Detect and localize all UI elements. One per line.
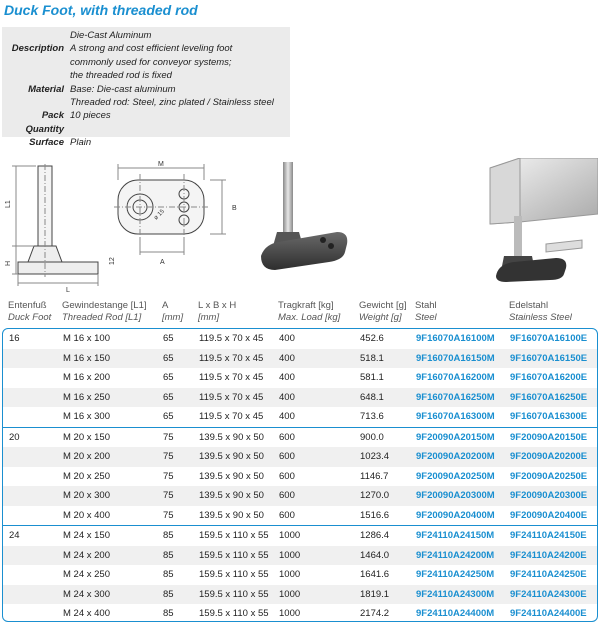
stainless-code-cell: 9F24110A24300E bbox=[510, 588, 587, 600]
steel-code-cell: 9F24110A24250M bbox=[416, 569, 495, 580]
table-row bbox=[3, 368, 597, 388]
col-header-en: Max. Load [kg] bbox=[278, 312, 341, 323]
spec-value: Base: Die-cast aluminum Threaded rod: Steel, zinc plated / Stainless steel bbox=[70, 83, 274, 109]
max-load-cell: 400 bbox=[279, 352, 295, 364]
table-row bbox=[3, 407, 597, 427]
dimensions-cell: 159.5 x 110 x 55 bbox=[199, 608, 269, 619]
spec-label bbox=[2, 29, 70, 42]
max-load-cell: 1000 bbox=[279, 549, 301, 561]
spec-row bbox=[2, 109, 290, 136]
dimensions-cell: 139.5 x 90 x 50 bbox=[199, 470, 264, 482]
max-load-cell: 400 bbox=[279, 333, 295, 344]
col-header-en: Steel bbox=[415, 312, 437, 323]
duck-foot-size-cell: 16 bbox=[9, 333, 20, 344]
weight-cell: 1464.0 bbox=[360, 549, 390, 561]
col-header-de: L x B x H bbox=[198, 300, 237, 311]
dimensions-cell: 119.5 x 70 x 45 bbox=[199, 411, 264, 422]
a-cell: 65 bbox=[163, 333, 174, 344]
duck-foot-size-cell: 20 bbox=[9, 431, 20, 443]
dimensions-cell: 159.5 x 110 x 55 bbox=[199, 549, 269, 561]
spec-value: A strong and cost efficient leveling foot commonly used for conveyor systems; the threaded rod is fixed bbox=[70, 43, 233, 82]
dim-label-l1: L1 bbox=[5, 200, 12, 208]
a-cell: 75 bbox=[163, 431, 174, 443]
max-load-cell: 1000 bbox=[279, 608, 301, 619]
product-photo-foot bbox=[255, 160, 355, 280]
stainless-code-cell: 9F20090A20250E bbox=[510, 470, 588, 482]
table-group bbox=[3, 526, 597, 622]
table-body bbox=[2, 328, 598, 622]
col-header-de: Edelstahl bbox=[509, 300, 549, 311]
rod-cell: M 24 x 150 bbox=[63, 530, 110, 541]
a-cell: 85 bbox=[163, 588, 174, 600]
col-header-threaded-rod bbox=[62, 300, 147, 324]
spec-row bbox=[2, 29, 290, 42]
table-header bbox=[2, 300, 600, 326]
col-header-a bbox=[162, 300, 183, 324]
rod-cell: M 20 x 300 bbox=[63, 490, 110, 501]
weight-cell: 1819.1 bbox=[360, 588, 390, 600]
stainless-code-cell: 9F24110A24250E bbox=[510, 569, 587, 580]
weight-cell: 1641.6 bbox=[360, 569, 390, 580]
rod-cell: M 16 x 200 bbox=[63, 372, 110, 383]
max-load-cell: 400 bbox=[279, 372, 295, 383]
dim-label-l: L bbox=[66, 287, 70, 292]
steel-code-cell: 9F16070A16150M bbox=[416, 352, 495, 364]
col-header-max-load bbox=[278, 300, 340, 324]
col-header-en: Threaded Rod [L1] bbox=[62, 312, 142, 323]
table-group bbox=[3, 329, 597, 428]
stainless-code-cell: 9F20090A20300E bbox=[510, 490, 588, 501]
max-load-cell: 1000 bbox=[279, 569, 301, 580]
dim-label-12-fig bbox=[104, 245, 118, 275]
weight-cell: 452.6 bbox=[360, 333, 384, 344]
table-row bbox=[3, 486, 597, 506]
table-group bbox=[3, 428, 597, 527]
rod-cell: M 24 x 200 bbox=[63, 549, 110, 561]
weight-cell: 713.6 bbox=[360, 411, 384, 422]
dimensions-cell: 139.5 x 90 x 50 bbox=[199, 431, 264, 443]
max-load-cell: 1000 bbox=[279, 588, 301, 600]
dimensions-cell: 159.5 x 110 x 55 bbox=[199, 588, 269, 600]
rod-cell: M 24 x 400 bbox=[63, 608, 110, 619]
dim-label-12: 12 bbox=[109, 257, 116, 265]
spec-label: Pack Quantity bbox=[25, 110, 64, 135]
table-row bbox=[3, 526, 597, 546]
spec-label: Description bbox=[11, 43, 64, 55]
dim-label-a: A bbox=[160, 259, 165, 266]
dimensions-cell: 119.5 x 70 x 45 bbox=[199, 333, 264, 344]
stainless-code-cell: 9F24110A24150E bbox=[510, 530, 587, 541]
a-cell: 65 bbox=[163, 411, 174, 422]
steel-code-cell: 9F24110A24200M bbox=[416, 549, 495, 561]
stainless-code-cell: 9F16070A16200E bbox=[510, 372, 588, 383]
steel-code-cell: 9F16070A16200M bbox=[416, 372, 495, 383]
a-cell: 85 bbox=[163, 530, 174, 541]
dimensions-cell: 139.5 x 90 x 50 bbox=[199, 451, 264, 462]
weight-cell: 581.1 bbox=[360, 372, 384, 383]
rod-cell: M 16 x 300 bbox=[63, 411, 110, 422]
col-header-en: Weight [g] bbox=[359, 312, 402, 323]
max-load-cell: 600 bbox=[279, 490, 295, 501]
max-load-cell: 600 bbox=[279, 470, 295, 482]
a-cell: 85 bbox=[163, 549, 174, 561]
a-cell: 85 bbox=[163, 569, 174, 580]
stainless-code-cell: 9F16070A16250E bbox=[510, 391, 588, 403]
table-row bbox=[3, 428, 597, 448]
col-header-weight bbox=[359, 300, 407, 324]
dimensions-cell: 119.5 x 70 x 45 bbox=[199, 391, 264, 403]
rod-cell: M 24 x 300 bbox=[63, 588, 110, 600]
a-cell: 65 bbox=[163, 391, 174, 403]
rod-cell: M 20 x 150 bbox=[63, 431, 110, 443]
col-header-steel bbox=[415, 300, 437, 324]
spec-label: Material bbox=[28, 83, 64, 95]
stainless-code-cell: 9F20090A20400E bbox=[510, 509, 588, 521]
dimensions-cell: 139.5 x 90 x 50 bbox=[199, 509, 264, 521]
stainless-code-cell: 9F24110A24200E bbox=[510, 549, 587, 561]
col-header-duck-foot bbox=[8, 300, 51, 324]
spec-row bbox=[2, 42, 290, 82]
table-row bbox=[3, 467, 597, 487]
weight-cell: 1286.4 bbox=[360, 530, 390, 541]
spec-row bbox=[2, 83, 290, 110]
dimensions-cell: 159.5 x 110 x 55 bbox=[199, 530, 269, 541]
rod-cell: M 20 x 400 bbox=[63, 509, 110, 521]
col-header-stainless bbox=[509, 300, 572, 324]
a-cell: 75 bbox=[163, 509, 174, 521]
a-cell: 65 bbox=[163, 372, 174, 383]
table-row bbox=[3, 604, 597, 622]
spec-value: Die-Cast Aluminum bbox=[70, 30, 152, 41]
dim-label-b: B bbox=[232, 205, 237, 212]
spec-value: 10 pieces bbox=[70, 110, 111, 122]
col-header-de: Entenfuß bbox=[8, 300, 47, 311]
col-header-de: Gewindestange [L1] bbox=[62, 300, 147, 311]
steel-code-cell: 9F24110A24300M bbox=[416, 588, 495, 600]
steel-code-cell: 9F16070A16300M bbox=[416, 411, 495, 422]
weight-cell: 2174.2 bbox=[360, 608, 390, 619]
col-header-de: A bbox=[162, 300, 169, 311]
weight-cell: 900.0 bbox=[360, 431, 384, 443]
a-cell: 75 bbox=[163, 451, 174, 462]
steel-code-cell: 9F16070A16100M bbox=[416, 333, 495, 344]
stainless-code-cell: 9F16070A16300E bbox=[510, 411, 588, 422]
table-row bbox=[3, 349, 597, 369]
weight-cell: 1270.0 bbox=[360, 490, 390, 501]
a-cell: 65 bbox=[163, 352, 174, 364]
page-title: Duck Foot, with threaded rod bbox=[4, 2, 198, 18]
spec-label: Surface bbox=[29, 137, 64, 149]
duck-foot-size-cell: 24 bbox=[9, 530, 20, 541]
col-header-de: Gewicht [g] bbox=[359, 300, 407, 311]
spec-value: Plain bbox=[70, 137, 92, 149]
dim-label-diameter: ø 15 bbox=[153, 208, 166, 222]
spec-row bbox=[2, 136, 290, 149]
max-load-cell: 1000 bbox=[279, 530, 301, 541]
weight-cell: 1516.6 bbox=[360, 509, 390, 521]
rod-cell: M 24 x 250 bbox=[63, 569, 110, 580]
dimensions-cell: 119.5 x 70 x 45 bbox=[199, 372, 264, 383]
max-load-cell: 600 bbox=[279, 509, 295, 521]
table-row bbox=[3, 447, 597, 467]
weight-cell: 518.1 bbox=[360, 352, 384, 364]
weight-cell: 1146.7 bbox=[360, 470, 389, 482]
a-cell: 75 bbox=[163, 490, 174, 501]
stainless-code-cell: 9F16070A16150E bbox=[510, 352, 588, 364]
col-header-de: Tragkraft [kg] bbox=[278, 300, 334, 311]
rod-cell: M 16 x 100 bbox=[63, 333, 110, 344]
rod-cell: M 20 x 200 bbox=[63, 451, 110, 462]
stainless-code-cell: 9F16070A16100E bbox=[510, 333, 588, 344]
table-row bbox=[3, 506, 597, 526]
weight-cell: 1023.4 bbox=[360, 451, 390, 462]
a-cell: 85 bbox=[163, 608, 174, 619]
rod-cell: M 16 x 150 bbox=[63, 352, 110, 364]
col-header-en: Duck Foot bbox=[8, 312, 52, 323]
table-row bbox=[3, 388, 597, 408]
steel-code-cell: 9F24110A24150M bbox=[416, 530, 495, 541]
steel-code-cell: 9F24110A24400M bbox=[416, 608, 495, 619]
steel-code-cell: 9F20090A20200M bbox=[416, 451, 495, 462]
max-load-cell: 600 bbox=[279, 431, 295, 443]
dimensions-cell: 119.5 x 70 x 45 bbox=[199, 352, 264, 364]
stainless-code-cell: 9F20090A20150E bbox=[510, 431, 588, 443]
stainless-code-cell: 9F20090A20200E bbox=[510, 451, 588, 462]
top-view-drawing bbox=[110, 160, 240, 270]
col-header-en: [mm] bbox=[162, 312, 184, 323]
stainless-code-cell: 9F24110A24400E bbox=[510, 608, 587, 619]
rod-cell: M 20 x 250 bbox=[63, 470, 110, 482]
col-header-de: Stahl bbox=[415, 300, 437, 311]
col-header-en: [mm] bbox=[198, 312, 220, 323]
weight-cell: 648.1 bbox=[360, 391, 384, 403]
steel-code-cell: 9F20090A20150M bbox=[416, 431, 495, 443]
dimensions-cell: 139.5 x 90 x 50 bbox=[199, 490, 264, 501]
a-cell: 75 bbox=[163, 470, 174, 482]
table-row bbox=[3, 329, 597, 349]
max-load-cell: 600 bbox=[279, 451, 295, 462]
steel-code-cell: 9F16070A16250M bbox=[416, 391, 495, 403]
figures-area bbox=[0, 150, 600, 290]
col-header-en: Stainless Steel bbox=[509, 312, 572, 323]
dim-label-h: H bbox=[5, 260, 12, 266]
product-photo-assembly bbox=[486, 158, 598, 284]
max-load-cell: 400 bbox=[279, 391, 295, 403]
rod-cell: M 16 x 250 bbox=[63, 391, 110, 403]
table-row bbox=[3, 565, 597, 585]
table-row bbox=[3, 585, 597, 605]
spec-box bbox=[2, 27, 290, 149]
dim-label-m: M bbox=[158, 161, 164, 168]
max-load-cell: 400 bbox=[279, 411, 295, 422]
steel-code-cell: 9F20090A20400M bbox=[416, 509, 495, 521]
table-row bbox=[3, 546, 597, 566]
steel-code-cell: 9F20090A20300M bbox=[416, 490, 495, 501]
col-header-lbh bbox=[198, 300, 236, 324]
steel-code-cell: 9F20090A20250M bbox=[416, 470, 495, 482]
dimensions-cell: 159.5 x 110 x 55 bbox=[199, 569, 269, 580]
